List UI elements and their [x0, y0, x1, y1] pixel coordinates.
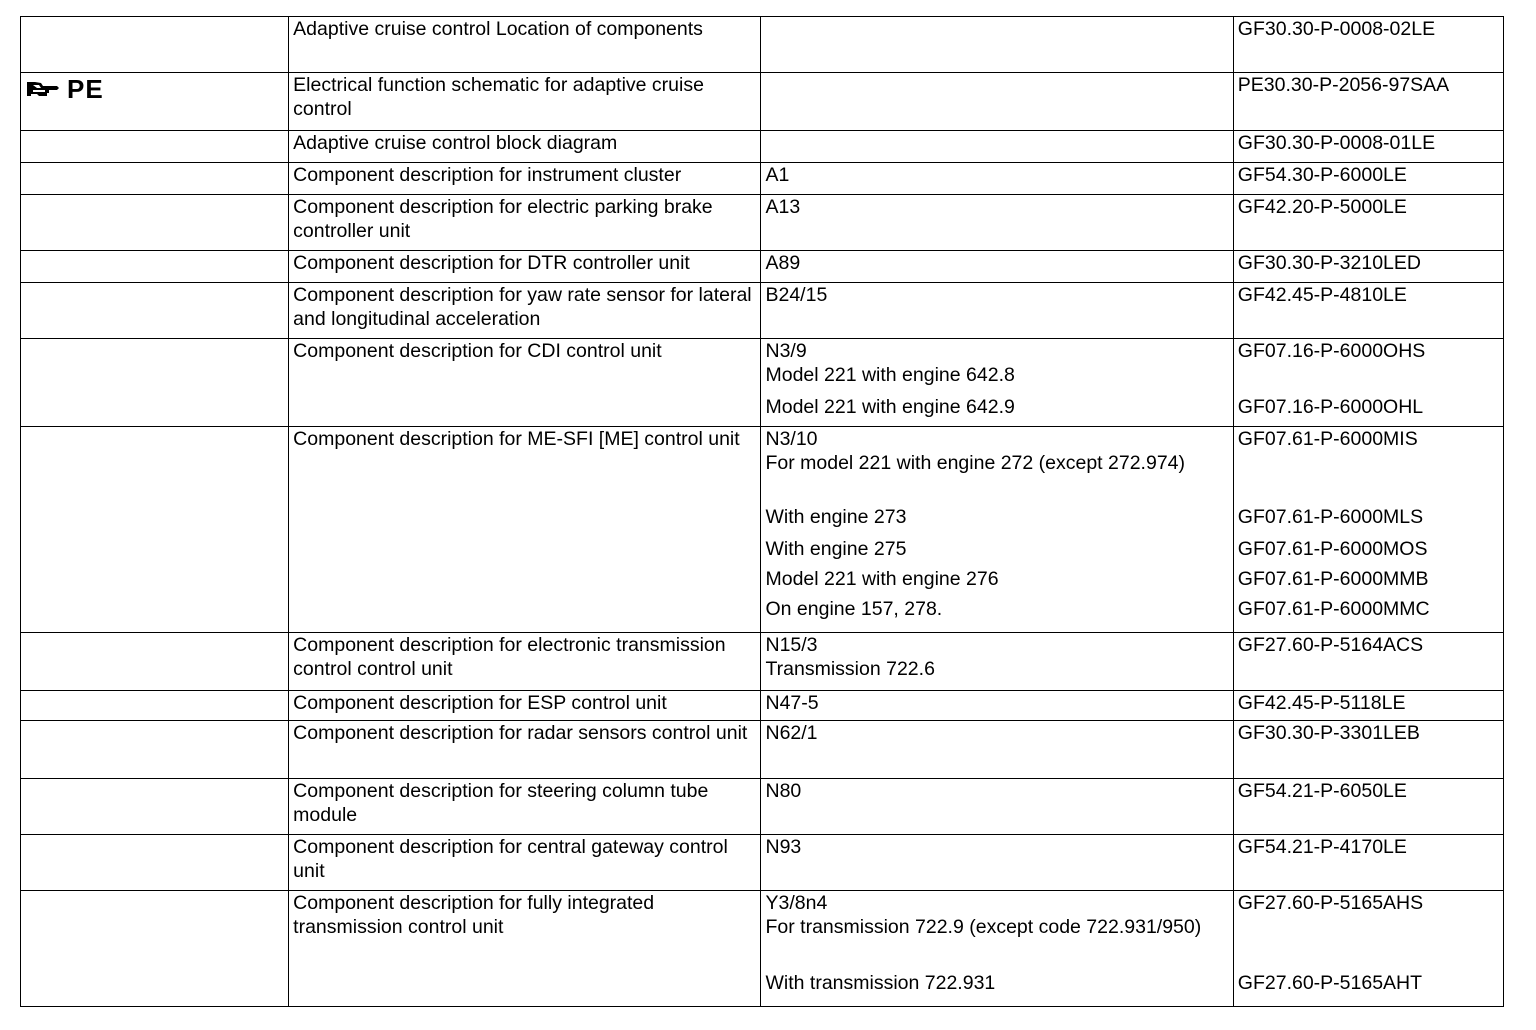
reference-link[interactable]: GF42.45-P-5118LE [1237, 692, 1406, 714]
table-row [21, 251, 1504, 283]
reference-link[interactable]: GF07.61-P-6000MMC [1237, 598, 1430, 620]
description-cell [289, 195, 761, 251]
component-code: N80 [765, 780, 802, 802]
document-title: Component description for ME-SFI [ME] control unit [293, 428, 740, 450]
reference-link[interactable]: PE30.30-P-2056-97SAA [1237, 74, 1450, 96]
reference-link[interactable]: GF27.60-P-5165AHS [1237, 892, 1424, 914]
component-code: N62/1 [765, 722, 818, 744]
document-title: Component description for CDI control unit [293, 340, 662, 362]
document-title: Component description for instrument cluster [293, 164, 682, 186]
icon-cell [21, 633, 289, 691]
component-code: N15/3 Transmission 722.6 [765, 634, 935, 680]
description-cell [289, 891, 761, 1007]
reference-cell [1233, 163, 1503, 195]
reference-link[interactable]: GF07.16-P-6000OHL [1237, 396, 1424, 418]
reference-cell [1233, 339, 1503, 427]
description-cell [289, 283, 761, 339]
document-title: Component description for steering column tube module [293, 780, 709, 826]
icon-cell [21, 131, 289, 163]
table-row [21, 427, 1504, 633]
component-code: N3/9 Model 221 with engine 642.8 [765, 340, 1015, 386]
component-code-cell [761, 17, 1233, 73]
component-code: Model 221 with engine 642.9 [765, 396, 1015, 418]
document-title: Component description for radar sensors control unit [293, 722, 748, 744]
icon-cell [21, 283, 289, 339]
component-code-cell [761, 427, 1233, 633]
pointing-hand-icon [25, 78, 61, 100]
icon-cell [21, 163, 289, 195]
document-title: Electrical function schematic for adaptive cruise control [293, 74, 704, 120]
reference-link[interactable]: GF07.16-P-6000OHS [1237, 340, 1426, 362]
reference-cell [1233, 891, 1503, 1007]
description-cell [289, 721, 761, 779]
component-code: N93 [765, 836, 802, 858]
description-cell [289, 427, 761, 633]
document-title: Component description for fully integrated transmission control unit [293, 892, 655, 938]
document-title: Component description for electronic transmission control control unit [293, 634, 726, 680]
component-code-cell [761, 163, 1233, 195]
pe-icon-label: PE [67, 74, 104, 104]
component-code: B24/15 [765, 284, 828, 306]
component-code-cell [761, 633, 1233, 691]
component-code-cell [761, 835, 1233, 891]
document-title: Component description for DTR controller unit [293, 252, 690, 274]
table-row [21, 195, 1504, 251]
table-row [21, 339, 1504, 427]
description-cell [289, 339, 761, 427]
icon-cell [21, 779, 289, 835]
icon-cell [21, 195, 289, 251]
reference-cell [1233, 73, 1503, 131]
document-title: Component description for central gateway control unit [293, 836, 728, 882]
table-row [21, 779, 1504, 835]
component-code-cell [761, 339, 1233, 427]
description-cell [289, 17, 761, 73]
reference-link[interactable]: GF42.45-P-4810LE [1237, 284, 1407, 306]
document-title: Adaptive cruise control block diagram [293, 132, 618, 154]
table-row [21, 633, 1504, 691]
reference-cell [1233, 251, 1503, 283]
reference-link[interactable]: GF54.21-P-4170LE [1237, 836, 1407, 858]
icon-cell [21, 891, 289, 1007]
component-code-cell [761, 721, 1233, 779]
reference-link[interactable]: GF54.21-P-6050LE [1237, 780, 1407, 802]
reference-cell [1233, 427, 1503, 633]
reference-cell [1233, 195, 1503, 251]
component-code: Model 221 with engine 276 [765, 568, 999, 590]
reference-cell [1233, 721, 1503, 779]
document-title: Component description for electric parking brake controller unit [293, 196, 713, 242]
reference-link[interactable]: GF42.20-P-5000LE [1237, 196, 1407, 218]
component-code: With engine 273 [765, 506, 907, 528]
reference-link[interactable]: GF30.30-P-0008-01LE [1237, 132, 1436, 154]
component-code: N47-5 [765, 692, 819, 714]
icon-cell [21, 73, 289, 131]
component-code-cell [761, 891, 1233, 1007]
reference-cell [1233, 131, 1503, 163]
component-code-cell [761, 73, 1233, 131]
component-code-cell [761, 283, 1233, 339]
description-cell [289, 163, 761, 195]
component-code: A1 [765, 164, 790, 186]
reference-link[interactable]: GF30.30-P-0008-02LE [1237, 18, 1436, 40]
reference-cell [1233, 633, 1503, 691]
table-row [21, 891, 1504, 1007]
reference-link[interactable]: GF07.61-P-6000MMB [1237, 568, 1429, 590]
table-row [21, 131, 1504, 163]
table-row [21, 691, 1504, 721]
reference-link[interactable]: GF07.61-P-6000MOS [1237, 538, 1428, 560]
table-body [21, 17, 1504, 1007]
reference-cell [1233, 835, 1503, 891]
component-code-cell [761, 251, 1233, 283]
component-code [765, 17, 1228, 41]
reference-link[interactable]: GF54.30-P-6000LE [1237, 164, 1407, 186]
table-row [21, 73, 1504, 131]
component-code: With engine 275 [765, 538, 907, 560]
description-cell [289, 779, 761, 835]
reference-cell [1233, 17, 1503, 73]
component-code-cell [761, 195, 1233, 251]
description-cell [289, 251, 761, 283]
reference-link[interactable]: GF27.60-P-5164ACS [1237, 634, 1424, 656]
reference-link[interactable]: GF07.61-P-6000MIS [1237, 428, 1418, 450]
document-title: Component description for yaw rate sensor for lateral and longitudinal acceleration [293, 284, 752, 330]
reference-link[interactable]: GF07.61-P-6000MLS [1237, 506, 1424, 528]
icon-cell [21, 835, 289, 891]
description-cell [289, 691, 761, 721]
icon-cell [21, 17, 289, 73]
document-title: Adaptive cruise control Location of components [293, 18, 703, 40]
icon-cell [21, 251, 289, 283]
icon-cell [21, 691, 289, 721]
reference-link[interactable]: GF30.30-P-3301LEB [1237, 722, 1420, 744]
reference-link[interactable]: GF30.30-P-3210LED [1237, 252, 1421, 274]
pe-link-icon[interactable] [25, 73, 104, 104]
reference-cell [1233, 691, 1503, 721]
document-title: Component description for ESP control unit [293, 692, 667, 714]
reference-cell [1233, 283, 1503, 339]
component-reference-table [20, 16, 1504, 1007]
table-row [21, 835, 1504, 891]
table-row [21, 721, 1504, 779]
reference-link[interactable]: GF27.60-P-5165AHT [1237, 972, 1423, 994]
description-cell [289, 633, 761, 691]
reference-cell [1233, 779, 1503, 835]
component-code: With transmission 722.931 [765, 972, 996, 994]
component-code: A13 [765, 196, 801, 218]
table-row [21, 283, 1504, 339]
icon-cell [21, 427, 289, 633]
component-code: N3/10 For model 221 with engine 272 (except 272.974) [765, 428, 1186, 474]
component-code [765, 131, 1228, 155]
table-row [21, 17, 1504, 73]
description-cell [289, 835, 761, 891]
component-code: A89 [765, 252, 801, 274]
component-code-cell [761, 691, 1233, 721]
component-code-cell [761, 131, 1233, 163]
component-code: On engine 157, 278. [765, 598, 943, 620]
component-code: Y3/8n4 For transmission 722.9 (except code 722.931/950) [765, 892, 1202, 938]
component-code-cell [761, 779, 1233, 835]
icon-cell [21, 721, 289, 779]
table-row [21, 163, 1504, 195]
description-cell [289, 73, 761, 131]
component-code [765, 73, 1228, 97]
description-cell [289, 131, 761, 163]
icon-cell [21, 339, 289, 427]
